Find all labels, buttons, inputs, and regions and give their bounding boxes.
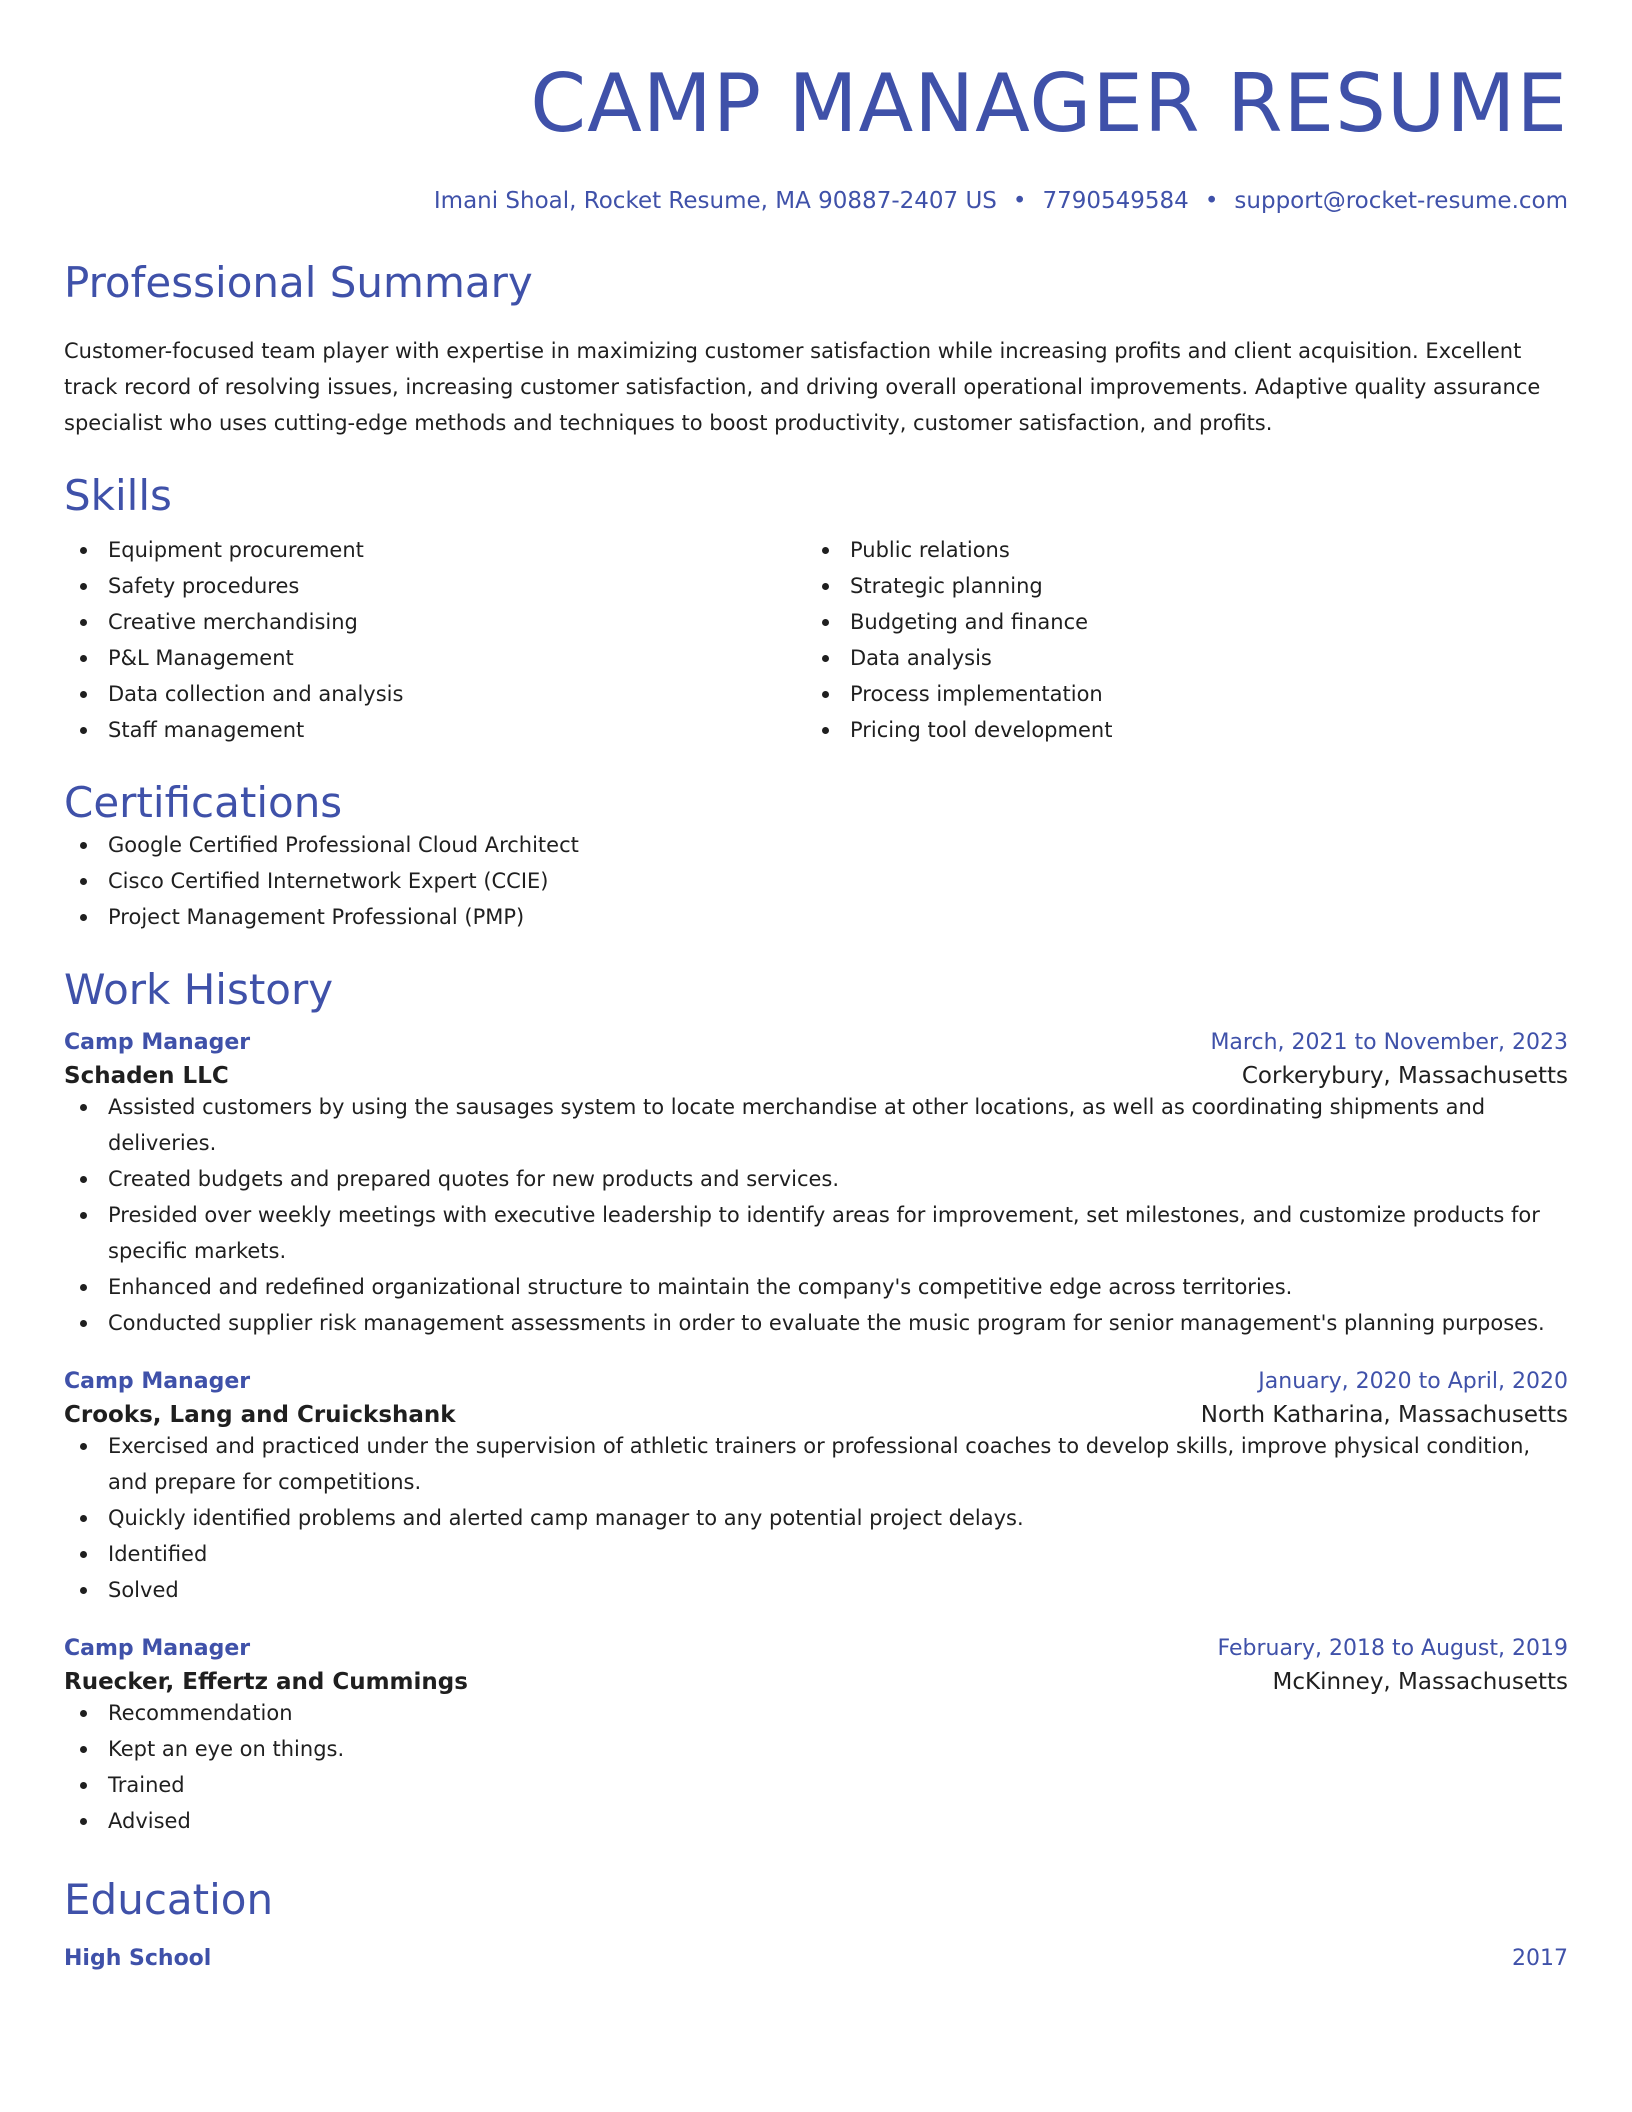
job-entry	[64, 1636, 1568, 1839]
job-duty: Exercised and practiced under the supervision of athletic trainers or professional coaches to develop skills, improve physical condition, and prepare for competitions.	[64, 1428, 1568, 1500]
job-duties-list	[64, 1695, 1568, 1839]
certification-item: Project Management Professional (PMP)	[64, 899, 1568, 935]
skill-item: Creative merchandising	[64, 604, 806, 640]
education-school: High School	[64, 1946, 212, 1971]
skills-column-right	[806, 532, 1548, 748]
summary-text: Customer-focused team player with expertise in maximizing customer satisfaction while increasing profits and client acquisition. Excellent track record of resolving issues, increasing customer satisfaction, and driving overall operational improvements. Adaptive quality assurance specialist who uses cutting-edge methods and techniques to boost productivity, customer satisfaction, and profits.	[64, 339, 1541, 435]
job-duty: Kept an eye on things.	[64, 1731, 1568, 1767]
job-header	[64, 1030, 1568, 1055]
certification-item: Cisco Certified Internetwork Expert (CCIE)	[64, 863, 1568, 899]
certification-item: Google Certified Professional Cloud Architect	[64, 827, 1568, 863]
education-entry	[64, 1946, 1568, 1971]
job-dates: January, 2020 to April, 2020	[1258, 1369, 1568, 1394]
job-subheader	[64, 1063, 1568, 1089]
skills-column-left	[64, 532, 806, 748]
skill-item: Public relations	[806, 532, 1548, 568]
skill-item: Staff management	[64, 712, 806, 748]
job-dates: March, 2021 to November, 2023	[1210, 1030, 1568, 1055]
contact-line	[64, 188, 1568, 214]
job-duty: Assisted customers by using the sausages system to locate merchandise at other locations, as well as coordinating shipments and deliveries.	[64, 1089, 1568, 1161]
skills-list-right	[806, 532, 1548, 748]
job-entry	[64, 1369, 1568, 1608]
skill-item: P&L Management	[64, 640, 806, 676]
job-duty: Quickly identified problems and alerted camp manager to any potential project delays.	[64, 1500, 1568, 1536]
skill-item: Process implementation	[806, 676, 1548, 712]
job-role: Camp Manager	[64, 1369, 251, 1394]
job-header	[64, 1369, 1568, 1394]
certifications-heading: Certifications	[64, 778, 343, 827]
contact-email[interactable]: support@rocket-resume.com	[1234, 188, 1568, 214]
job-dates: February, 2018 to August, 2019	[1217, 1636, 1568, 1661]
job-duties-list	[64, 1089, 1568, 1341]
skills-list-left	[64, 532, 806, 748]
skill-item: Budgeting and finance	[806, 604, 1548, 640]
job-duty: Trained	[64, 1767, 1568, 1803]
job-location: North Katharina, Massachusetts	[1200, 1402, 1568, 1428]
job-location: McKinney, Massachusetts	[1272, 1669, 1568, 1695]
skill-item: Data analysis	[806, 640, 1548, 676]
contact-separator: •	[1204, 188, 1219, 214]
job-duty: Identified	[64, 1536, 1568, 1572]
job-role: Camp Manager	[64, 1030, 251, 1055]
certifications-list	[64, 827, 1568, 935]
job-duties-list	[64, 1428, 1568, 1608]
contact-separator: •	[1012, 188, 1027, 214]
contact-address: Imani Shoal, Rocket Resume, MA 90887-2407 US	[433, 188, 997, 214]
job-entry	[64, 1030, 1568, 1341]
skill-item: Equipment procurement	[64, 532, 806, 568]
job-duty: Enhanced and redefined organizational structure to maintain the company's competitive edge across territories.	[64, 1269, 1568, 1305]
job-subheader	[64, 1669, 1568, 1695]
work-history-heading: Work History	[64, 965, 334, 1014]
job-subheader	[64, 1402, 1568, 1428]
contact-phone[interactable]: 7790549584	[1042, 188, 1189, 214]
skill-item: Strategic planning	[806, 568, 1548, 604]
job-duty: Presided over weekly meetings with executive leadership to identify areas for improvement, set milestones, and customize products for specific markets.	[64, 1197, 1568, 1269]
education-heading: Education	[64, 1875, 274, 1924]
resume-title: CAMP MANAGER RESUME	[530, 57, 1568, 150]
job-duty: Solved	[64, 1572, 1568, 1608]
education-header	[64, 1946, 1568, 1971]
skill-item: Safety procedures	[64, 568, 806, 604]
job-duty: Created budgets and prepared quotes for new products and services.	[64, 1161, 1568, 1197]
job-duty: Recommendation	[64, 1695, 1568, 1731]
job-role: Camp Manager	[64, 1636, 251, 1661]
job-company: Schaden LLC	[64, 1063, 229, 1089]
skills-heading: Skills	[64, 471, 172, 520]
job-company: Crooks, Lang and Cruickshank	[64, 1402, 456, 1428]
job-duty: Advised	[64, 1803, 1568, 1839]
education-year: 2017	[1512, 1946, 1568, 1971]
job-company: Ruecker, Effertz and Cummings	[64, 1669, 468, 1695]
summary-heading: Professional Summary	[64, 258, 533, 307]
job-location: Corkerybury, Massachusetts	[1241, 1063, 1568, 1089]
skills-columns	[64, 532, 1568, 748]
job-header	[64, 1636, 1568, 1661]
skill-item: Data collection and analysis	[64, 676, 806, 712]
skill-item: Pricing tool development	[806, 712, 1548, 748]
job-duty: Conducted supplier risk management assessments in order to evaluate the music program for senior management's planning purposes.	[64, 1305, 1568, 1341]
